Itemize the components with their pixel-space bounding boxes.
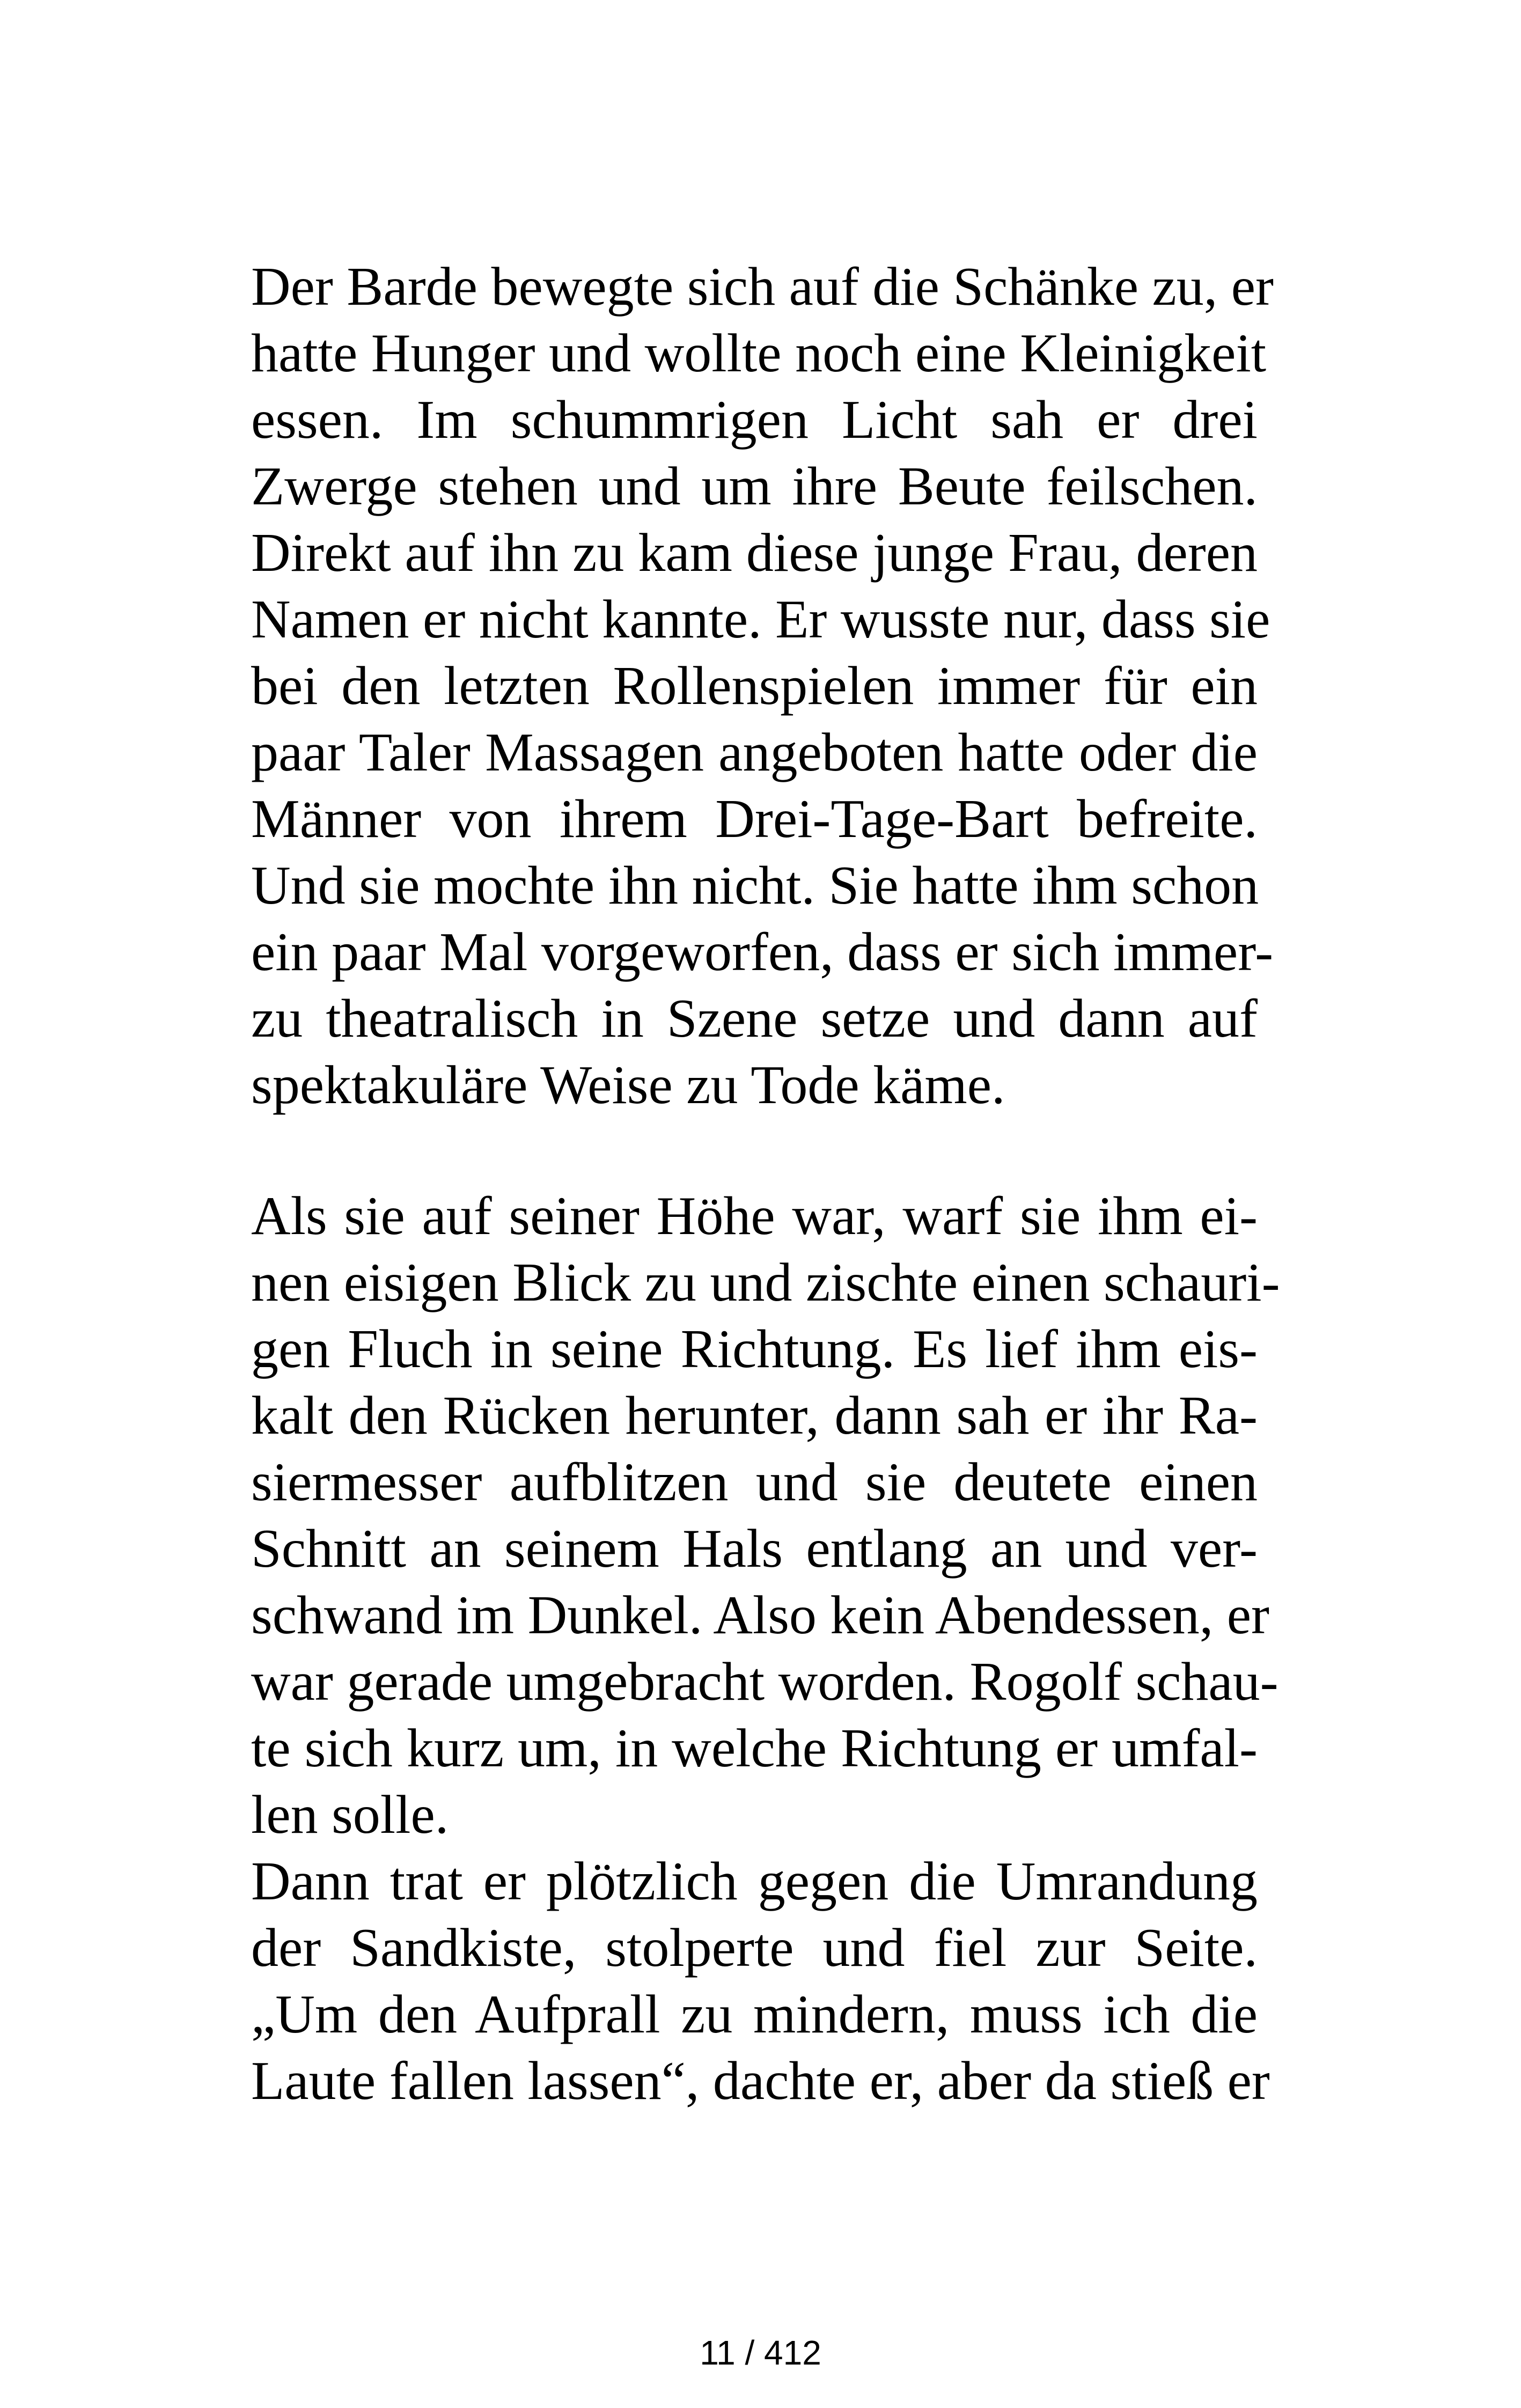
text-line: Direkt auf ihn zu kam diese junge Frau, deren (251, 523, 1258, 583)
text-line: Männer von ihrem Drei-Tage-Bart befreite. (251, 789, 1258, 849)
text-line: schwand im Dunkel. Also kein Abendessen, er (251, 1585, 1270, 1646)
text-line: kalt den Rücken herunter, dann sah er ihr Ra- (251, 1385, 1258, 1446)
text-line: essen. Im schummrigen Licht sah er drei (251, 390, 1258, 450)
text-line: Dann trat er plötzlich gegen die Umrandung (251, 1851, 1258, 1912)
text-line: nen eisigen Blick zu und zischte einen schauri- (251, 1252, 1280, 1313)
text-line: te sich kurz um, in welche Richtung er umfal- (251, 1718, 1258, 1779)
page-indicator: 11 / 412 (700, 2333, 821, 2372)
text-line: war gerade umgebracht worden. Rogolf schau- (251, 1651, 1278, 1712)
text-line: Laute fallen lassen“, dachte er, aber da stieß er (251, 2051, 1270, 2111)
text-line: siermesser aufblitzen und sie deutete einen (251, 1452, 1258, 1513)
text-line: „Um den Aufprall zu mindern, muss ich die (251, 1984, 1258, 2045)
text-line: ein paar Mal vorgeworfen, dass er sich immer- (251, 922, 1274, 982)
paragraph-1 (251, 254, 1274, 1119)
text-line: der Sandkiste, stolperte und fiel zur Seite. (251, 1918, 1258, 1978)
paragraph-2 (251, 1183, 1280, 2115)
text-line: Schnitt an seinem Hals entlang an und ver- (251, 1518, 1258, 1579)
text-line: Namen er nicht kannte. Er wusste nur, dass sie (251, 589, 1270, 650)
text-line: bei den letzten Rollenspielen immer für ein (251, 656, 1258, 716)
text-line: Zwerge stehen und um ihre Beute feilschen. (251, 456, 1258, 517)
text-line: zu theatralisch in Szene setze und dann auf (251, 988, 1258, 1049)
text-line: Und sie mochte ihn nicht. Sie hatte ihm schon (251, 855, 1259, 916)
text-line: spektakuläre Weise zu Tode käme. (251, 1055, 1005, 1115)
text-line: hatte Hunger und wollte noch eine Kleinigkeit (251, 323, 1267, 384)
text-line: Der Barde bewegte sich auf die Schänke zu, er (251, 256, 1274, 317)
text-line: len solle. (251, 1785, 449, 1845)
text-line: paar Taler Massagen angeboten hatte oder die (251, 722, 1258, 783)
text-line: gen Fluch in seine Richtung. Es lief ihm eis- (251, 1319, 1258, 1379)
text-line: Als sie auf seiner Höhe war, warf sie ihm ei- (251, 1186, 1258, 1246)
